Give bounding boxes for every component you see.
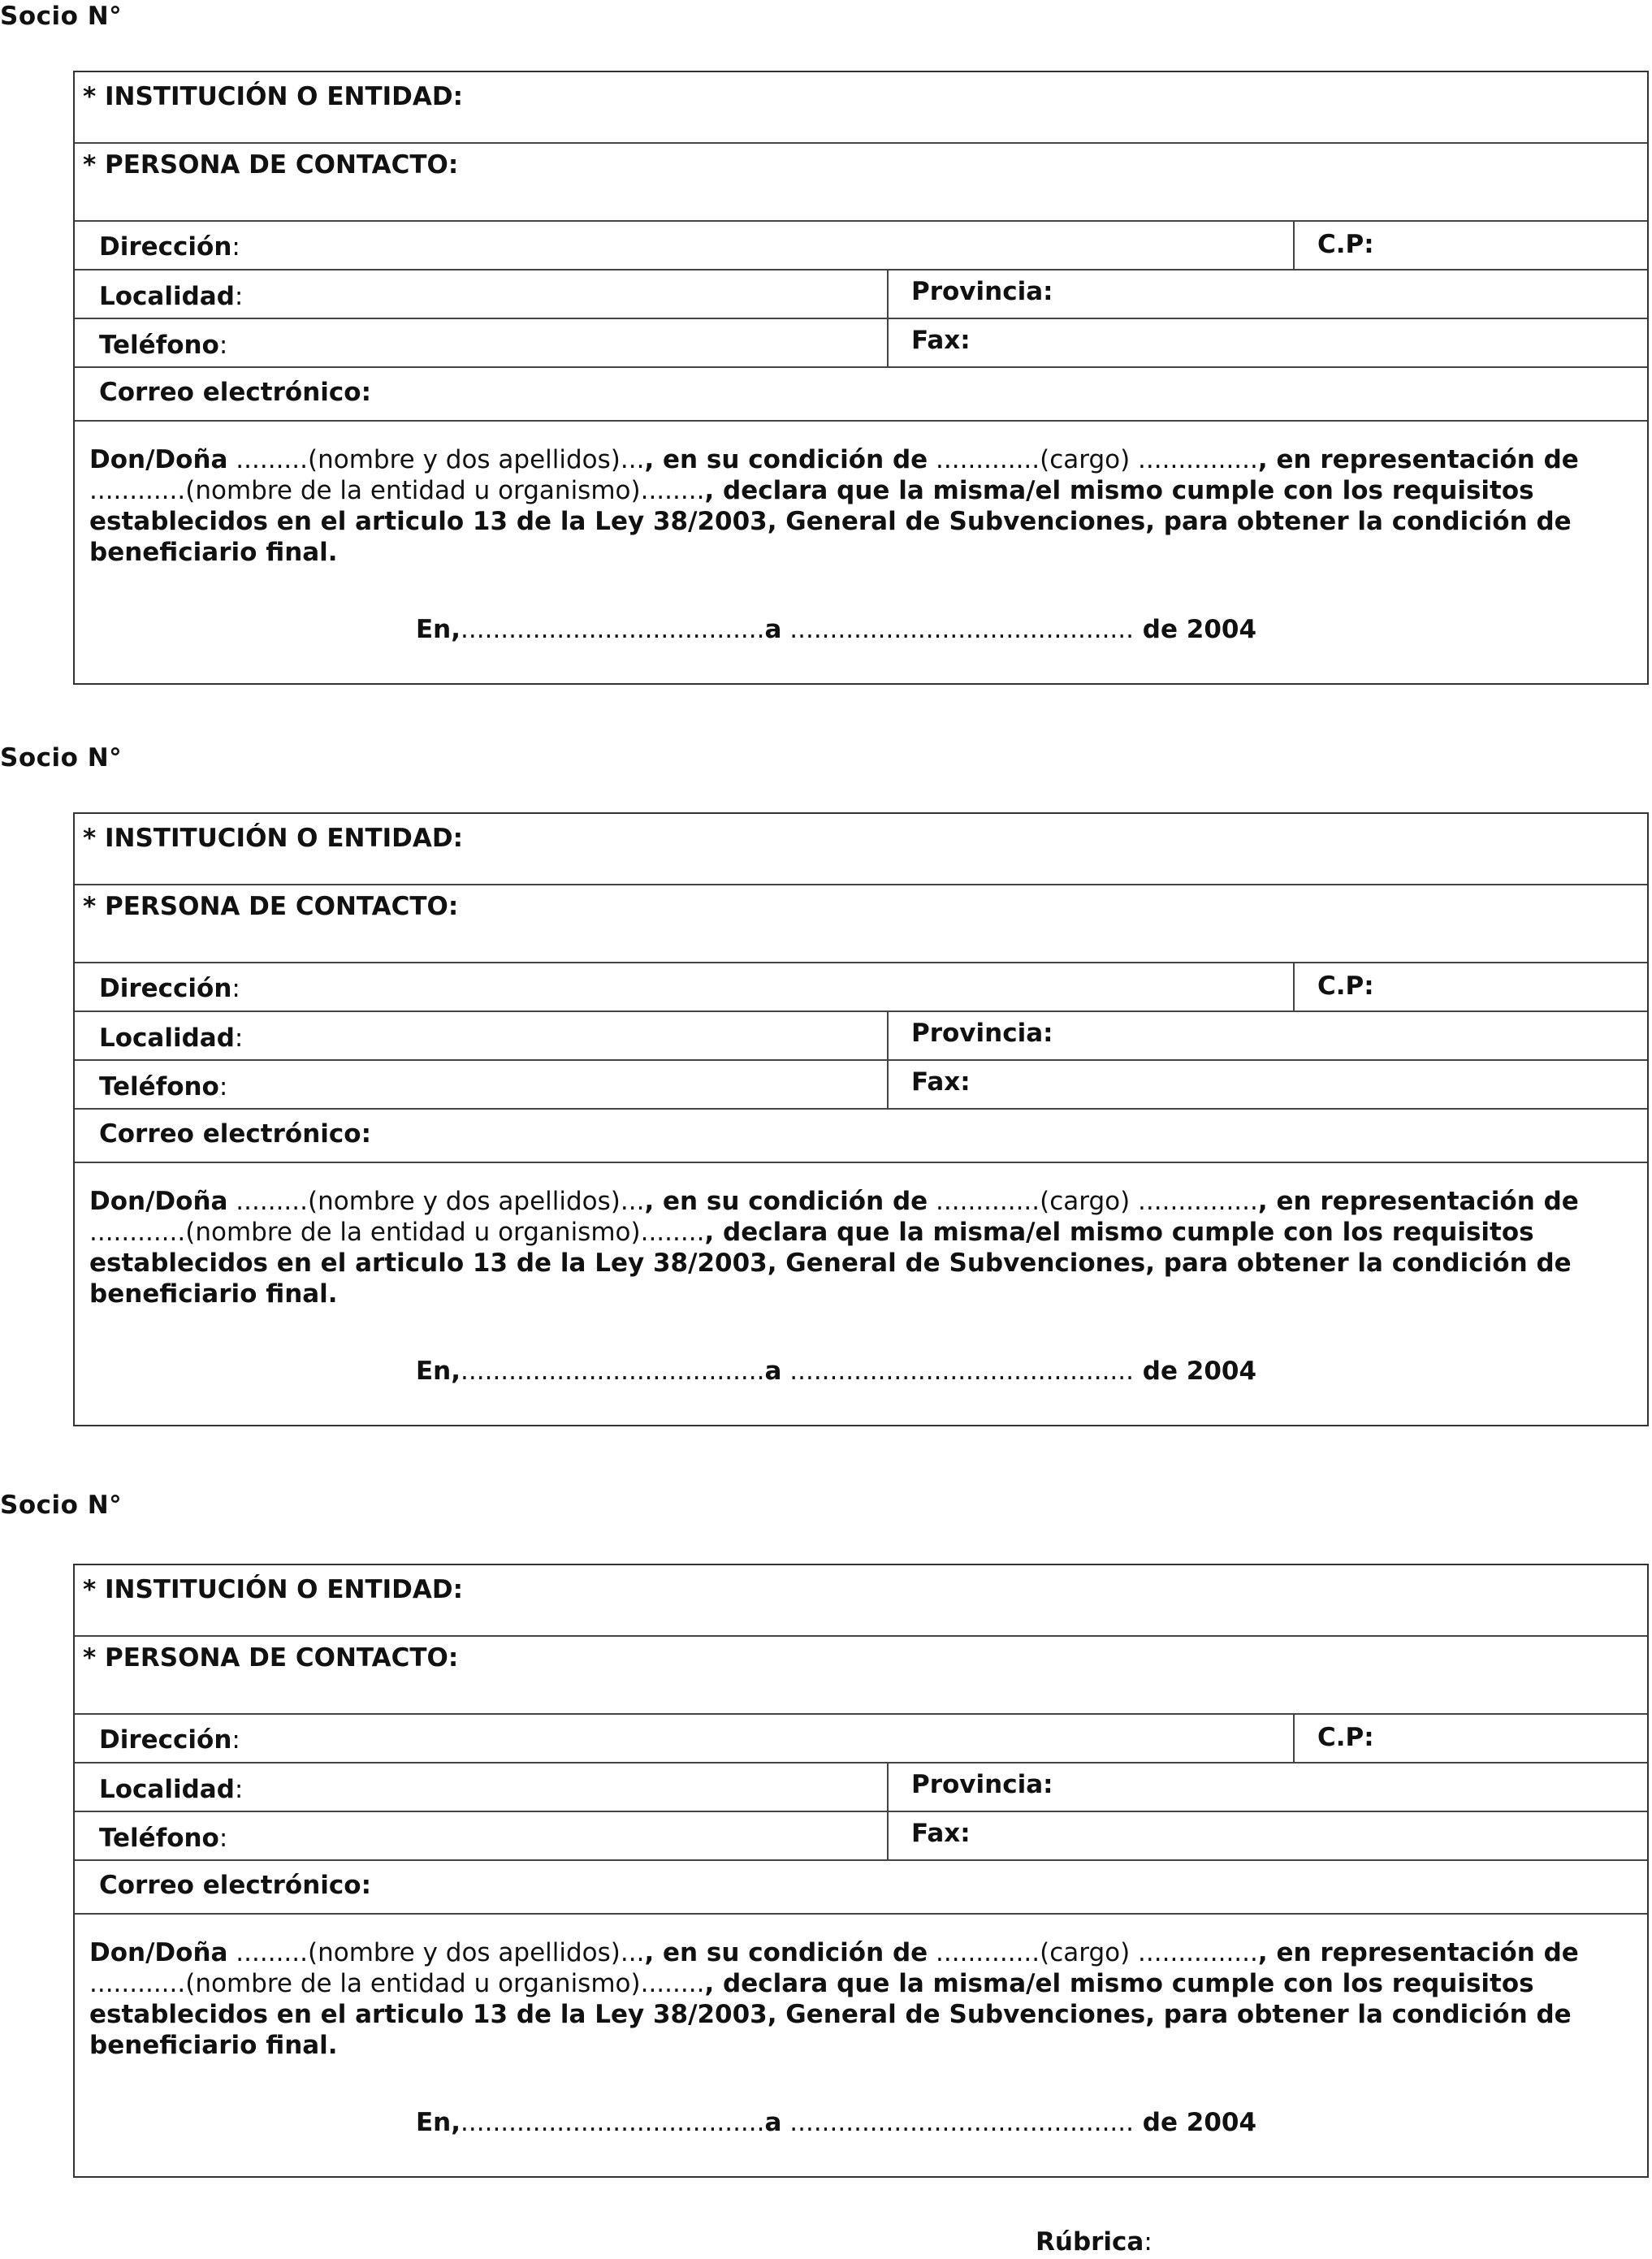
signature-line xyxy=(416,1357,1256,1386)
persona-row xyxy=(75,885,1647,963)
decl-part: .............(cargo) ............... xyxy=(928,1187,1258,1216)
decl-part: , en representación de xyxy=(1257,445,1579,474)
persona-row xyxy=(75,1637,1647,1715)
direccion-row xyxy=(75,1715,1647,1763)
divider xyxy=(1293,1715,1295,1763)
colon: : xyxy=(231,232,240,262)
sign-part: ...................................... xyxy=(461,615,765,644)
decl-part: Don/Doña xyxy=(89,1938,228,1967)
socio-label: Socio N° xyxy=(0,743,123,772)
sign-part: ........................................... xyxy=(781,2108,1134,2137)
decl-part: .............(cargo) ............... xyxy=(928,445,1258,474)
localidad-label: Localidad xyxy=(99,1775,235,1804)
sign-part: En, xyxy=(416,1357,461,1386)
localidad-label: Localidad xyxy=(99,1023,235,1053)
correo-label: Correo electrónico: xyxy=(99,1871,371,1900)
decl-part: , en representación de xyxy=(1257,1938,1579,1967)
correo-row xyxy=(75,1861,1647,1915)
decl-part: , en su condición de xyxy=(644,1938,928,1967)
telefono-label: Teléfono xyxy=(99,331,219,360)
divider xyxy=(1293,963,1295,1012)
decl-part: , declara que la misma/el mismo cumple con los requisitos establecidos en el articulo 13 de la Ley 38/2003, General de Subvenciones, para obtener la condición de beneficiario final. xyxy=(89,476,1572,567)
decl-part: Don/Doña xyxy=(89,445,228,474)
cp-label: C.P: xyxy=(1317,1723,1374,1752)
fax-label: Fax: xyxy=(911,1067,971,1097)
signature-line xyxy=(416,2108,1256,2137)
sign-part: a xyxy=(764,2108,782,2137)
correo-label: Correo electrónico: xyxy=(99,1119,371,1149)
correo-row xyxy=(75,368,1647,422)
localidad-row xyxy=(75,1763,1647,1812)
declaration-text xyxy=(89,1937,1615,2061)
sign-part: de 2004 xyxy=(1133,1357,1257,1386)
decl-part: .........(nombre y dos apellidos)... xyxy=(227,445,645,474)
colon: : xyxy=(234,1023,244,1053)
cp-label: C.P: xyxy=(1317,230,1374,259)
decl-part: , declara que la misma/el mismo cumple con los requisitos establecidos en el articulo 13 de la Ley 38/2003, General de Subvenciones, para obtener la condición de beneficiario final. xyxy=(89,1218,1572,1309)
rubrica-text: Rúbrica xyxy=(1036,2227,1144,2257)
decl-part: ............(nombre de la entidad u organismo)........ xyxy=(89,476,705,505)
correo-label: Correo electrónico: xyxy=(99,378,371,407)
persona-label: * PERSONA DE CONTACTO: xyxy=(83,1643,459,1673)
direccion-label: Dirección xyxy=(99,232,232,262)
cp-label: C.P: xyxy=(1317,972,1374,1001)
localidad-row xyxy=(75,270,1647,319)
institucion-label: * INSTITUCIÓN O ENTIDAD: xyxy=(83,1575,463,1604)
direccion-row xyxy=(75,222,1647,270)
colon: : xyxy=(218,1824,228,1853)
telefono-label: Teléfono xyxy=(99,1072,219,1101)
institucion-row xyxy=(75,814,1647,885)
institucion-row xyxy=(75,72,1647,144)
sign-part: a xyxy=(764,615,782,644)
colon: : xyxy=(234,282,244,311)
sign-part: de 2004 xyxy=(1133,2108,1257,2137)
colon: : xyxy=(218,331,228,360)
decl-part: .............(cargo) ............... xyxy=(928,1938,1258,1967)
decl-part: , en su condición de xyxy=(644,445,928,474)
sign-part: ........................................... xyxy=(781,1357,1134,1386)
institucion-label: * INSTITUCIÓN O ENTIDAD: xyxy=(83,82,463,111)
decl-part: .........(nombre y dos apellidos)... xyxy=(227,1187,645,1216)
declaration-text xyxy=(89,444,1615,568)
decl-part: Don/Doña xyxy=(89,1187,228,1216)
institucion-row xyxy=(75,1565,1647,1637)
decl-part: , en representación de xyxy=(1257,1187,1579,1216)
socio-form xyxy=(73,1564,1649,2178)
colon: : xyxy=(234,1775,244,1804)
telefono-row xyxy=(75,319,1647,368)
colon: : xyxy=(1144,2227,1153,2257)
direccion-row xyxy=(75,963,1647,1012)
sign-part: En, xyxy=(416,2108,461,2137)
persona-label: * PERSONA DE CONTACTO: xyxy=(83,892,459,921)
persona-label: * PERSONA DE CONTACTO: xyxy=(83,150,459,180)
sign-part: En, xyxy=(416,615,461,644)
socio-form xyxy=(73,812,1649,1426)
telefono-row xyxy=(75,1061,1647,1110)
colon: : xyxy=(231,974,240,1003)
decl-part: , declara que la misma/el mismo cumple con los requisitos establecidos en el articulo 13 de la Ley 38/2003, General de Subvenciones, para obtener la condición de beneficiario final. xyxy=(89,1969,1572,2060)
provincia-label: Provincia: xyxy=(911,1770,1053,1799)
correo-row xyxy=(75,1110,1647,1163)
sign-part: ...................................... xyxy=(461,1357,765,1386)
sign-part: a xyxy=(764,1357,782,1386)
decl-part: ............(nombre de la entidad u organismo)........ xyxy=(89,1969,705,1998)
sign-part: ........................................... xyxy=(781,615,1134,644)
localidad-label: Localidad xyxy=(99,282,235,311)
institucion-label: * INSTITUCIÓN O ENTIDAD: xyxy=(83,824,463,853)
socio-form xyxy=(73,71,1649,685)
divider xyxy=(1293,222,1295,270)
socio-label: Socio N° xyxy=(0,2,123,31)
sign-part: ...................................... xyxy=(461,2108,765,2137)
direccion-label: Dirección xyxy=(99,974,232,1003)
provincia-label: Provincia: xyxy=(911,1019,1053,1048)
sign-part: de 2004 xyxy=(1133,615,1257,644)
socio-label: Socio N° xyxy=(0,1491,123,1520)
decl-part: .........(nombre y dos apellidos)... xyxy=(227,1938,645,1967)
direccion-label: Dirección xyxy=(99,1725,232,1755)
decl-part: , en su condición de xyxy=(644,1187,928,1216)
decl-part: ............(nombre de la entidad u organismo)........ xyxy=(89,1218,705,1247)
rubrica-label xyxy=(1036,2227,1153,2257)
colon: : xyxy=(231,1725,240,1755)
telefono-label: Teléfono xyxy=(99,1824,219,1853)
fax-label: Fax: xyxy=(911,1819,971,1848)
signature-line xyxy=(416,615,1256,644)
localidad-row xyxy=(75,1012,1647,1061)
provincia-label: Provincia: xyxy=(911,277,1053,306)
fax-label: Fax: xyxy=(911,326,971,355)
colon: : xyxy=(218,1072,228,1101)
declaration-text xyxy=(89,1186,1615,1309)
persona-row xyxy=(75,144,1647,222)
telefono-row xyxy=(75,1812,1647,1861)
